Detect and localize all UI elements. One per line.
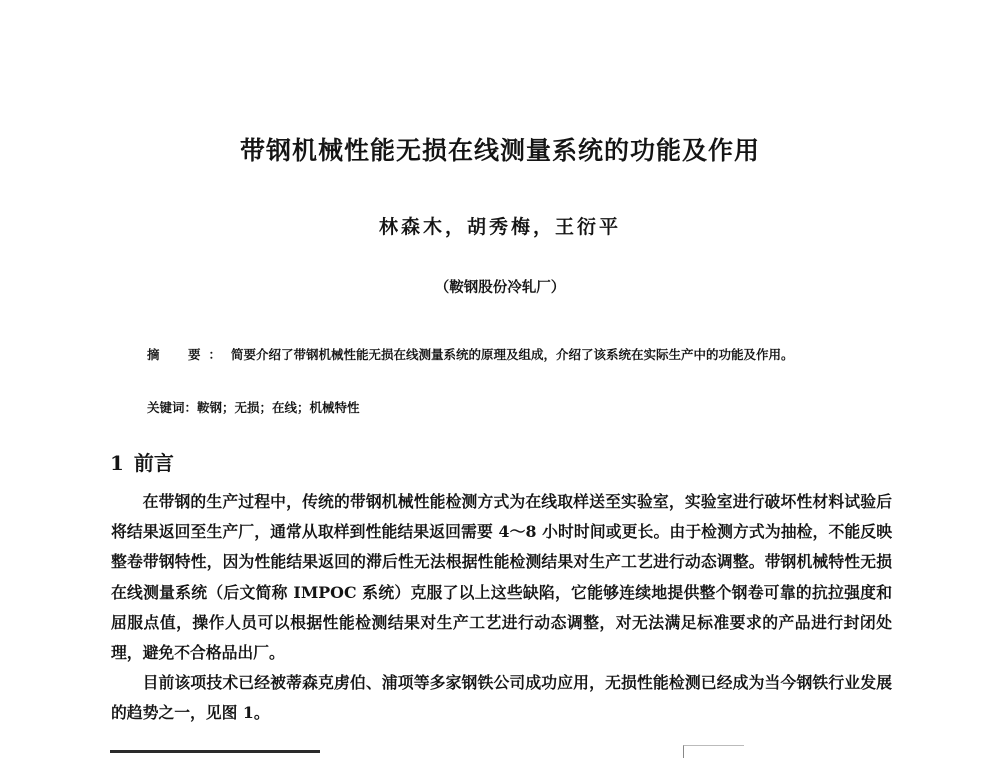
paper-affiliation: （鞍钢股份冷轧厂） (434, 279, 566, 296)
keywords-label: 关键词： (147, 400, 198, 415)
section-body (111, 487, 892, 729)
abstract (147, 341, 872, 369)
body-paragraph: 目前该项技术已经被蒂森克虏伯、浦项等多家钢铁公司成功应用，无损性能检测已经成为当今钢铁行业发展的趋势之一，见图 1。 (111, 673, 892, 723)
keywords (147, 398, 872, 416)
paper-title: 带钢机械性能无损在线测量系统的功能及作用 (239, 136, 760, 165)
section-heading (110, 447, 174, 476)
section-title: 前言 (133, 451, 174, 475)
abstract-label: 摘 要： (147, 347, 230, 362)
abstract-text: 简要介绍了带钢机械性能无损在线测量系统的原理及组成，介绍了该系统在实际生产中的功能及作用。 (231, 347, 794, 362)
figure-top-edge-left (110, 750, 320, 753)
keywords-text: 鞍钢；无损；在线；机械特性 (197, 400, 360, 415)
body-paragraph: 在带钢的生产过程中，传统的带钢机械性能检测方式为在线取样送至实验室，实验室进行破坏性材料试验后将结果返回至生产厂，通常从取样到性能结果返回需要 4～8 小时时间或更长。由于检测方式为抽检，不能反映整卷带钢特性，因为性能结果返回的滞后性无法根据性能检测结果对生产工艺进行动态调整。带钢机械特性无损在线测量系统（后文简称 IMPOC 系统）克服了以上这些缺陷，它能够连续地提供整个钢卷可靠的抗拉强度和屈服点值，操作人员可以根据性能检测结果对生产工艺进行动态调整，对无法满足标准要求的产品进行封闭处理，避免不合格品出厂。 (111, 492, 892, 663)
paper-authors: 林森木，胡秀梅，王衍平 (378, 216, 621, 238)
section-number: 1 (110, 451, 124, 475)
figure-top-edge-right (683, 745, 744, 758)
